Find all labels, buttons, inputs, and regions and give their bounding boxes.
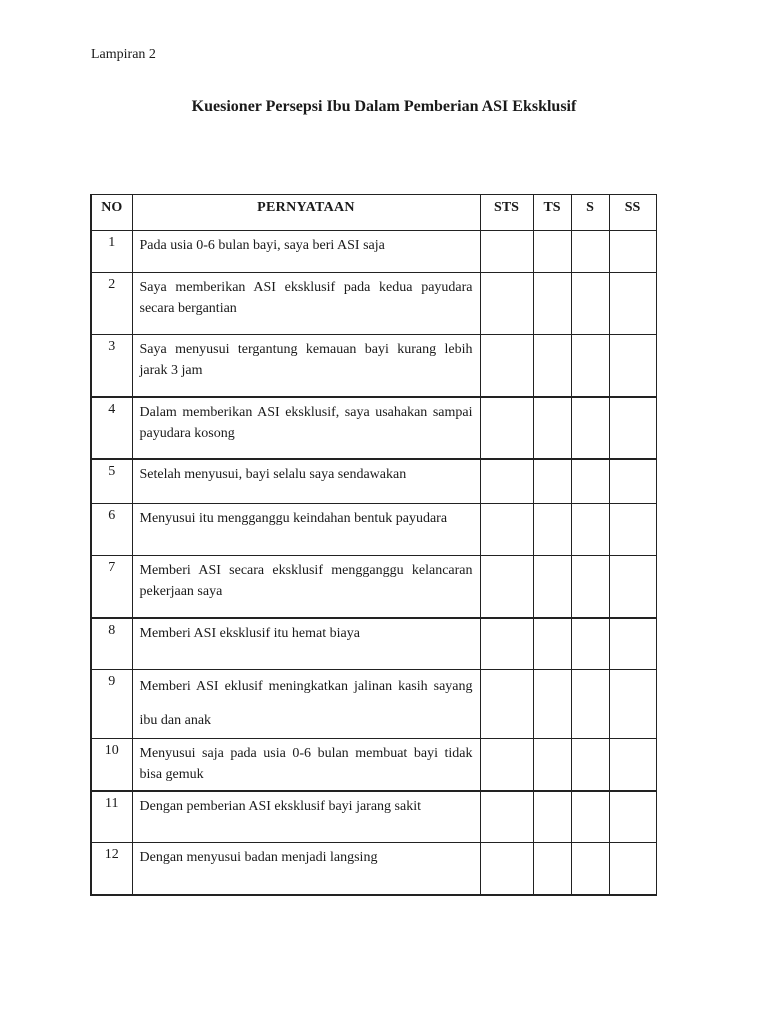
answer-cell-s[interactable] xyxy=(571,397,609,459)
row-number: 9 xyxy=(91,670,132,739)
row-statement: Dalam memberikan ASI eksklusif, saya usahakan sampai payudara kosong xyxy=(132,397,480,459)
answer-cell-ss[interactable] xyxy=(609,618,656,670)
answer-cell-s[interactable] xyxy=(571,335,609,397)
answer-cell-s[interactable] xyxy=(571,843,609,895)
answer-cell-ts[interactable] xyxy=(533,231,571,273)
header-statement: PERNYATAAN xyxy=(132,195,480,231)
table-row xyxy=(91,335,656,397)
table-row xyxy=(91,397,656,459)
answer-cell-s[interactable] xyxy=(571,231,609,273)
row-number: 7 xyxy=(91,556,132,618)
answer-cell-ss[interactable] xyxy=(609,459,656,504)
table-row xyxy=(91,231,656,273)
answer-cell-ss[interactable] xyxy=(609,843,656,895)
answer-cell-ss[interactable] xyxy=(609,791,656,843)
answer-cell-sts[interactable] xyxy=(480,335,533,397)
table-header-row xyxy=(91,195,656,231)
row-number: 6 xyxy=(91,504,132,556)
table-row xyxy=(91,504,656,556)
answer-cell-sts[interactable] xyxy=(480,556,533,618)
row-number: 3 xyxy=(91,335,132,397)
row-statement: Memberi ASI eksklusif itu hemat biaya xyxy=(132,618,480,670)
row-statement: Saya memberikan ASI eksklusif pada kedua payudara secara bergantian xyxy=(132,273,480,335)
table-row xyxy=(91,618,656,670)
answer-cell-s[interactable] xyxy=(571,618,609,670)
row-statement: Dengan menyusui badan menjadi langsing xyxy=(132,843,480,895)
header-sts: STS xyxy=(480,195,533,231)
answer-cell-sts[interactable] xyxy=(480,273,533,335)
row-statement: Menyusui itu mengganggu keindahan bentuk payudara xyxy=(132,504,480,556)
row-statement: Setelah menyusui, bayi selalu saya sendawakan xyxy=(132,459,480,504)
answer-cell-ts[interactable] xyxy=(533,618,571,670)
answer-cell-sts[interactable] xyxy=(480,670,533,739)
answer-cell-s[interactable] xyxy=(571,504,609,556)
answer-cell-s[interactable] xyxy=(571,670,609,739)
answer-cell-ss[interactable] xyxy=(609,335,656,397)
table-row xyxy=(91,556,656,618)
header-ss: SS xyxy=(609,195,656,231)
row-number: 2 xyxy=(91,273,132,335)
answer-cell-ts[interactable] xyxy=(533,504,571,556)
answer-cell-ss[interactable] xyxy=(609,670,656,739)
row-statement: Memberi ASI secara eksklusif mengganggu kelancaran pekerjaan saya xyxy=(132,556,480,618)
answer-cell-s[interactable] xyxy=(571,556,609,618)
answer-cell-s[interactable] xyxy=(571,459,609,504)
answer-cell-ts[interactable] xyxy=(533,670,571,739)
answer-cell-ts[interactable] xyxy=(533,459,571,504)
questionnaire-table xyxy=(90,194,657,896)
row-number: 12 xyxy=(91,843,132,895)
table-row xyxy=(91,273,656,335)
row-number: 11 xyxy=(91,791,132,843)
header-no: NO xyxy=(91,195,132,231)
answer-cell-sts[interactable] xyxy=(480,739,533,791)
answer-cell-sts[interactable] xyxy=(480,791,533,843)
row-statement: Memberi ASI eklusif meningkatkan jalinan kasih sayang ibu dan anak xyxy=(132,670,480,739)
table-row xyxy=(91,791,656,843)
row-statement: Saya menyusui tergantung kemauan bayi kurang lebih jarak 3 jam xyxy=(132,335,480,397)
answer-cell-ts[interactable] xyxy=(533,843,571,895)
attachment-label: Lampiran 2 xyxy=(91,47,156,62)
answer-cell-ss[interactable] xyxy=(609,556,656,618)
header-s: S xyxy=(571,195,609,231)
answer-cell-ss[interactable] xyxy=(609,397,656,459)
answer-cell-ss[interactable] xyxy=(609,273,656,335)
row-number: 4 xyxy=(91,397,132,459)
answer-cell-ts[interactable] xyxy=(533,556,571,618)
document-title: Kuesioner Persepsi Ibu Dalam Pemberian ASI Eksklusif xyxy=(191,98,577,115)
answer-cell-s[interactable] xyxy=(571,273,609,335)
answer-cell-sts[interactable] xyxy=(480,618,533,670)
answer-cell-ss[interactable] xyxy=(609,504,656,556)
answer-cell-ts[interactable] xyxy=(533,397,571,459)
answer-cell-sts[interactable] xyxy=(480,504,533,556)
row-number: 5 xyxy=(91,459,132,504)
row-statement: Menyusui saja pada usia 0-6 bulan membuat bayi tidak bisa gemuk xyxy=(132,739,480,791)
row-number: 10 xyxy=(91,739,132,791)
answer-cell-sts[interactable] xyxy=(480,397,533,459)
row-number: 1 xyxy=(91,231,132,273)
header-ts: TS xyxy=(533,195,571,231)
answer-cell-ts[interactable] xyxy=(533,739,571,791)
table-row xyxy=(91,739,656,791)
table-row xyxy=(91,459,656,504)
row-statement: Pada usia 0-6 bulan bayi, saya beri ASI saja xyxy=(132,231,480,273)
table-row xyxy=(91,670,656,739)
answer-cell-s[interactable] xyxy=(571,791,609,843)
answer-cell-sts[interactable] xyxy=(480,459,533,504)
answer-cell-ts[interactable] xyxy=(533,273,571,335)
answer-cell-ts[interactable] xyxy=(533,335,571,397)
answer-cell-sts[interactable] xyxy=(480,843,533,895)
answer-cell-sts[interactable] xyxy=(480,231,533,273)
row-number: 8 xyxy=(91,618,132,670)
answer-cell-ss[interactable] xyxy=(609,739,656,791)
answer-cell-ss[interactable] xyxy=(609,231,656,273)
answer-cell-ts[interactable] xyxy=(533,791,571,843)
table-row xyxy=(91,843,656,895)
row-statement: Dengan pemberian ASI eksklusif bayi jarang sakit xyxy=(132,791,480,843)
answer-cell-s[interactable] xyxy=(571,739,609,791)
